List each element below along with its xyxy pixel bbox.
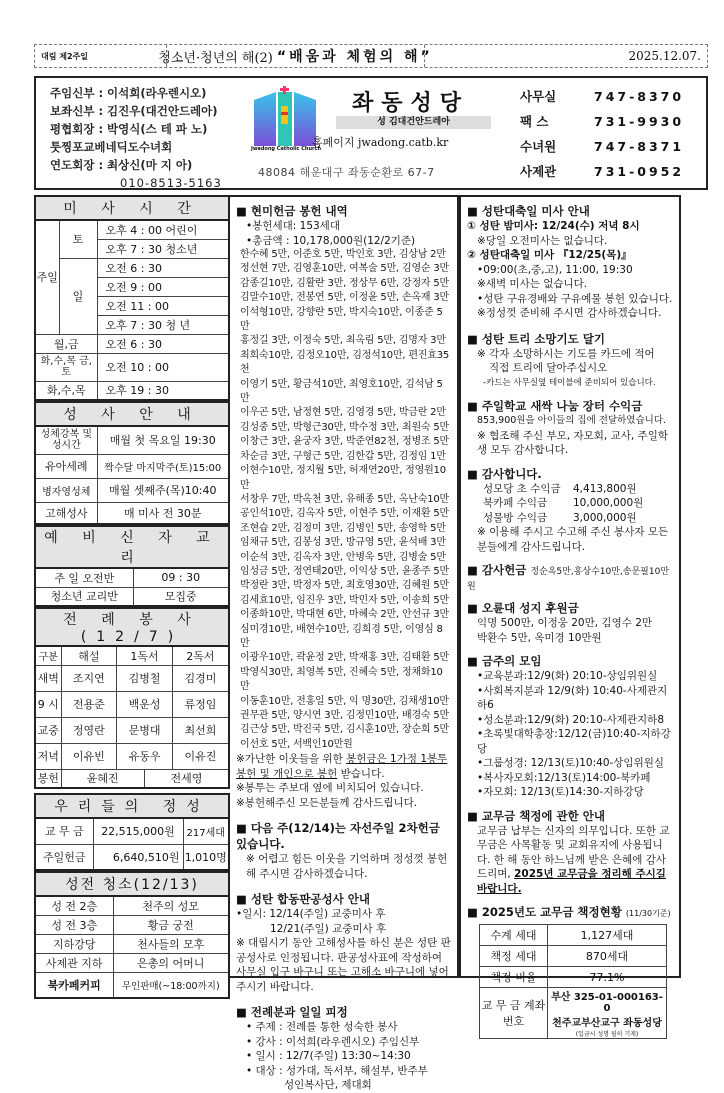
heading-dues-guide: ■ 교무금 책정에 관한 안내: [467, 808, 673, 824]
heading-christmas-mass: ■ 성탄대축일 미사 안내: [467, 203, 673, 219]
donor-line: 최희숙10만, 김정오10만, 김정석10만, 편진효35천: [240, 349, 450, 376]
donor-line: 이우곤 5만, 남정현 5만, 김영경 5만, 박금란 2만: [240, 407, 446, 419]
staff-list: 주임신부 : 이석희(라우렌시오) 보좌신부 : 김진우(대건안드레아) 평협회장 : 박영식(스 테 파 노) 툿찡포교베네딕도수녀회 연도회장 : 최상신(마 지 아) 010-8513-5163: [50, 86, 222, 190]
heading-thanks: ■ 감사합니다.: [467, 466, 673, 482]
donor-line: 임채규 5만, 김봉성 3만, 방규영 5만, 윤석배 3만: [240, 537, 446, 549]
left-column: [34, 195, 230, 999]
donor-line: 조현습 2만, 김정미 3만, 김병인 5만, 송영학 5만: [240, 522, 446, 534]
mobile-phone: 010-8513-5163: [120, 176, 222, 190]
donor-line: 이창근 3만, 윤궁자 3만, 박준연82천, 정병조 5만: [240, 436, 449, 448]
donor-line: 김근상 5만, 박진국 5만, 김시훈10만, 장순희 5만: [240, 724, 449, 736]
donor-line: 한수혜 5만, 이준호 5만, 박인호 3만, 김상남 2만: [240, 249, 446, 260]
donor-line: 감종길10만, 김활란 3만, 정상무 6만, 강정자 5만: [240, 277, 449, 289]
donor-line: 심미경10만, 배현수10만, 김희경 5만, 이영심 8만: [240, 623, 443, 649]
heading-tree-prayer: ■ 성탄 트리 소망기도 달기: [467, 331, 673, 347]
right-column: ■ 성탄대축일 미사 안내 ① 성탄 밤미사: 12/24(수) 저녁 8시 ※당일 오전미사는 없습니다. ② 성탄대축일 미사 『12/25(목)』 •09:00(초,중,고), 11:00, 19:30 ※새벽 미사는 없습니다. •성탄 구유경배와 구유예물 봉헌 있습니다. ※정성껏 준비해 주시면 감사하겠습니다. ■ 성탄 트리 소망기도 달기 ※ 각자 소망하시는 기도를 카드에 적어 직접 트리에 달아주십시오 -카드는 사무실옆 테이블에 준비되어 있습니다. ■ 주일학교 새싹 나눔 장터 수익금 853,900원을 아이들의 집에 전달하였습니다. ※ 협조해 주신 부모, 자모회, 교사, 주일학생 모두 감사합니다. ■ 감사합니다. 성모당 초 수익금 4,413,800원 북카페 수익금 10,000,000원 성물방 수익금 3,000,000원 ※ 이용해 주시고 수고해 주신 봉사자 모든 분들에게 감사드립니다. ■ 감사헌금 정순옥5만,홍상수10만,송문필10만원 ■ 오륜대 성지 후원금 익명 500만, 이정웅 20만, 김영수 2만 박환수 5만, 옥미경 10만원 ■ 금주의 모임 •교육분과:12/9(화) 20:10-상임위원실 •사회복지분과 12/9(화) 10:40-사제관지하6 •성소분과:12/9(화) 20:10-사제관지하8 •초록빛대학총장:12/12(금)10:40-지하강당 •그룹성경: 12/13(토)10:40-상임위원실 •복사자모회:12/13(토)14:00-북카페 •자모회: 12/13(토)14:30-지하강당 ■ 교무금 책정에 관한 안내 교무금 납부는 신자의 의무입니다. 또한 교무금은 사목활동 및 교회유지에 사용됩니다. 한 해 동안 하느님께 받은 은혜에 감사드리며, 2025년 교무금을 정리해 주시길 바랍니다. ■ 2025년도 교무금 책정현황 (11/30기준) 수계 세대 1,127세대 책정 세대 870세대 책정 비율 77.1% 교 무 금 계좌번호 부산 325-01-000163-0 천주교부산교구 좌동성당 (입금시 성명 필히 기재): [459, 195, 681, 978]
donor-line: 권무관 5만, 양시연 3만, 김정민10만, 배경숙 5만: [240, 710, 449, 721]
homepage-link[interactable]: 홈페이지 jwadong.catb.kr: [312, 136, 449, 149]
heading-brown-rice: ■ 현미헌금 봉헌 내역: [236, 203, 451, 219]
catechumen-table: 예 비 신 자 교 리 주 일 오전반 09 : 30 청소년 교리반 모집중: [34, 525, 230, 607]
heading-weekly-meetings: ■ 금주의 모임: [467, 653, 673, 669]
donor-line: 홍정길 3만, 이정숙 5만, 최옥림 5만, 김명자 3만: [240, 335, 446, 347]
heading-confession: ■ 성탄 합동판공성사 안내: [236, 891, 451, 907]
heading-shrine-support: ■ 오륜대 성지 후원금: [467, 600, 673, 616]
donor-line: 김성중 5만, 박형근30만, 박수정 3만, 최원숙 5만: [240, 421, 449, 433]
offerings-table: 우리들의 정성 교 무 금 22,515,000원 217세대 주일헌금 6,640,510원 1,010명: [34, 793, 230, 871]
mass-schedule-table: 미 사 시 간 주일 토 오후 4 : 00 어린이 오후 7 : 30 청소년 일 오전 6 : 30 오전 9 : 00 오전 11 : 00 오후 7 : 30 청 년 월,금 오전 6 : 30 화,수,목 금,토 오전 10 : 00 화,수,목 오후 19 : 30: [34, 195, 230, 401]
cleaning-table: 성전 청소(12/13) 성 전 2층 천주의 성모 성 전 3층 황금 궁전 지하강당 천사들의 모후 사제관 지하 은총의 어머니 북카페커피 무인판매(~18:00까지): [34, 871, 230, 999]
middle-column: ■ 현미헌금 봉헌 내역 •봉헌세대: 153세대 •총금액 : 10,178,000원(12/2기준) 한수혜 5만, 이준호 5만, 박인호 3만, 김상남 2만 정선현 7만, 김영훈10만, 여복술 5만, 김영순 3만 감종길10만, 김활란 3만, 정상무 6만, 강정자 5만 김말수10만, 전봉연 5만, 이정윤 5만, 손옥재 3만 이석형10만, 강향란 5만, 박지숙10만, 이종준 5만 홍정길 3만, 이정숙 5만, 최옥림 5만, 김명자 3만 최희숙10만, 김정오10만, 김정석10만, 편진효35천 이영기 5만, 황금석10만, 최영호10만, 김석남 5만 이우곤 5만, 남정현 5만, 김영경 5만, 박금란 2만 김성중 5만, 박형근30만, 박수정 3만, 최원숙 5만 이창근 3만, 윤궁자 3만, 박준연82천, 정병조 5만 차순금 3만, 구형근 5만, 김한갑 5만, 김정임 1만 이현수10만, 정지월 5만, 허재연20만, 정영원10만 서창우 7만, 박옥천 3만, 유해종 5만, 옥난숙10만 공인석10만, 김옥자 5만, 이현주 5만, 이재환 5만 조현습 2만, 김정미 3만, 김병인 5만, 송영학 5만 임채규 5만, 김봉성 3만, 방규영 5만, 윤석배 3만 이순석 3만, 김옥자 3만, 안병욱 5만, 김병술 5만 임성금 5만, 정연태20만, 이익상 5만, 윤종주 5만 박정란 3만, 박정자 5만, 최호영30만, 김혜원 5만 김세효10만, 임진우 3만, 박민자 5만, 이송희 5만 이종화10만, 박대현 6만, 마혜숙 2만, 안선규 3만 심미경10만, 배현수10만, 김희경 5만, 이영심 8만 이광우10만, 곽윤정 2만, 박재홍 3만, 김태환 5만 박영식30만, 최영복 5만, 진혜숙 5만, 정채화10만 이동훈10만, 전홍일 5만, 익 명30만, 김채생10만 권무관 5만, 양시연 3만, 김정민10만, 배경숙 5만 김근상 5만, 박진국 5만, 김시훈10만, 장순희 5만 이선호 5만, 서백인10만원 ※가난한 이웃들을 위한 봉헌금은 1가정 1봉투 봉헌 및 개인으로 봉헌 받습니다. ※봉투는 주보대 옆에 비치되어 있습니다. ※봉헌해주신 모든분들께 감사드립니다. ■ 다음 주(12/14)는 자선주일 2차헌금 있습니다. ※ 어렵고 힘든 이웃을 기억하며 정성껏 봉헌해 주시면 감사하겠습니다. ■ 성탄 합동판공성사 안내 •일시: 12/14(주일) 교중미사 후 12/21(주일) 교중미사 후 ※ 대림시기 동안 고해성사를 하신 분은 성탄 판공성사로 인정됩니다. 판공성사표에 작성하여 사무실 입구 바구니 또는 고해소 바구니에 넣어주시기 바랍니다. ■ 전례분과 일일 피정 • 주제 : 전례를 통한 성숙한 봉사 • 강사 : 이석희(라우렌시오) 주임신부 • 일시 : 12/7(주일) 13:30~14:30 • 대상 : 성가대, 독서부, 해설부, 반주부 성인복사단, 제대회: [230, 195, 459, 978]
heading-charity-sunday: ■ 다음 주(12/14)는 자선주일 2차헌금 있습니다.: [236, 820, 451, 852]
church-header: [34, 76, 708, 190]
donor-line: 서창우 7만, 박옥천 3만, 유해종 5만, 옥난숙10만: [240, 493, 449, 505]
heading-thanks-offering: ■ 감사헌금 정순옥5만,홍상수10만,송문필10만원: [467, 562, 673, 592]
donor-line: 이석형10만, 강향란 5만, 박지숙10만, 이종준 5만: [240, 306, 443, 333]
dues-status-table: 수계 세대 1,127세대 책정 세대 870세대 책정 비율 77.1% 교 무 금 계좌번호 부산 325-01-000163-0 천주교부산교구 좌동성당 (입금시 성명 필히 기재): [479, 924, 667, 1039]
donor-line: 이종화10만, 박대현 6만, 마혜숙 2만, 안선규 3만: [240, 609, 449, 621]
theme-title: “배움과 체험의 해”: [276, 49, 433, 65]
donor-line: 이영기 5만, 황금석10만, 최영호10만, 김석남 5만: [240, 378, 443, 405]
donor-list: [236, 248, 451, 752]
sacrament-table: 성 사 안 내 성체강복 및 성시간 매월 첫 목요일 19:30 유아세례 짝수달 마지막주(토)15:00 병자영성체 매월 셋째주(목)10:40 고해성사 매 미사 전 30분: [34, 401, 230, 525]
heading-retreat: ■ 전례분과 일일 피정: [236, 1004, 451, 1020]
donor-line: 이현수10만, 정지월 5만, 허재연20만, 정영원10만: [240, 465, 446, 491]
donor-line: 정선현 7만, 김영훈10만, 여복술 5만, 김영순 3만: [240, 263, 449, 275]
issue-date: 2025.12.07.: [628, 49, 701, 63]
donor-line: 이선호 5만, 서백인10만원: [240, 738, 353, 750]
donor-line: 이광우10만, 곽윤정 2만, 박재홍 3만, 김태환 5만: [240, 652, 449, 664]
heading-sunday-school: ■ 주일학교 새싹 나눔 장터 수익금: [467, 398, 673, 414]
donor-line: 이순석 3만, 김옥자 3만, 안병욱 5만, 김병술 5만: [240, 551, 446, 563]
week-label: 대림 제2주일: [35, 45, 167, 67]
year-theme: 청소년·청년의 해(2) “배움과 체험의 해”: [167, 45, 425, 67]
liturgy-service-table: 전 례 봉 사(12/7) 구분 해설 1독서 2독서 새벽 조지연 김병철 김경미 9 시 전용준 백운성 류정임 교중 정영란 문병대 최선희 저녁 이유빈 유동우 이유진 봉헌 윤혜진 전세영: [34, 607, 230, 789]
donor-line: 차순금 3만, 구형근 5만, 김한갑 5만, 김정임 1만: [240, 450, 446, 462]
donor-line: 공인석10만, 김옥자 5만, 이현주 5만, 이재환 5만: [240, 508, 449, 520]
address: 48084 해운대구 좌동순환로 67-7: [258, 166, 435, 179]
donor-line: 김말수10만, 전봉연 5만, 이정윤 5만, 손옥재 3만: [240, 292, 449, 304]
donor-line: 김세효10만, 임진우 3만, 박민자 5만, 이송희 5만: [240, 594, 449, 606]
church-name: 좌동성당: [352, 91, 470, 116]
donor-line: 박정란 3만, 박정자 5만, 최호영30만, 김혜원 5만: [240, 580, 449, 592]
donor-line: 박영식30만, 최영복 5만, 진혜숙 5만, 정채화10만: [240, 666, 443, 693]
phone-directory: 사무실 747-8370 팩 스 731-9930 수녀원 747-8371 사제관 731-0952: [520, 89, 685, 179]
church-logo-icon: [250, 86, 320, 146]
patron-saint: 성 김대건안드레아: [336, 116, 491, 129]
heading-dues-status: ■ 2025년도 교무금 책정현황 (11/30기준): [467, 904, 673, 920]
donor-line: 임성금 5만, 정연태20만, 이익상 5만, 윤종주 5만: [240, 565, 449, 577]
donor-line: 이동훈10만, 전홍일 5만, 익 명30만, 김채생10만: [240, 695, 449, 707]
logo-caption: Jwadong Catholic Church: [250, 146, 322, 152]
top-bar: [34, 44, 708, 68]
